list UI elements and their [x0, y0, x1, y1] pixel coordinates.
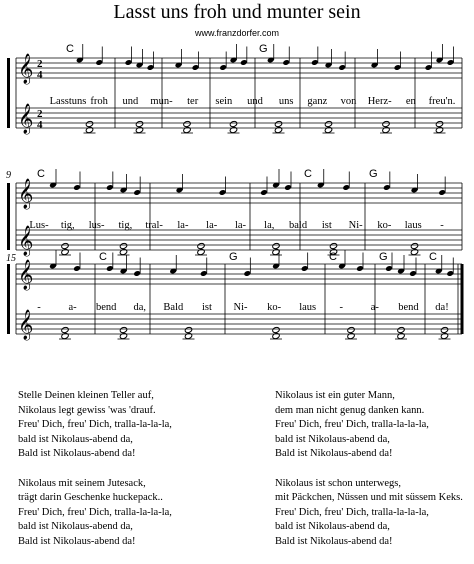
accompaniment-note: [274, 126, 282, 133]
accompaniment-note: [197, 248, 205, 255]
lyric-syllable: lus-: [88, 220, 105, 231]
accompaniment-note: [347, 326, 355, 333]
system-brace: [7, 183, 10, 250]
time-signature: 4: [37, 119, 43, 131]
accompaniment-note: [119, 332, 127, 339]
system-brace: [7, 264, 10, 334]
accompaniment-note: [347, 332, 355, 339]
chord-symbol: G: [379, 251, 388, 263]
verse-4: [275, 477, 463, 550]
lyric-syllable: laus: [404, 220, 422, 231]
lyric-syllable: ist: [321, 220, 332, 231]
accompaniment-note: [274, 120, 282, 127]
verse-line: Nikolaus mit seinem Jutesack,: [18, 477, 146, 489]
accompaniment-note: [197, 242, 205, 249]
verse-line: Nikolaus ist ein guter Mann,: [275, 390, 395, 401]
accompaniment-note: [229, 120, 237, 127]
lyric-syllable: Bald: [163, 302, 184, 313]
lyric-syllable: -: [440, 220, 444, 231]
lyric-syllable: ganz: [307, 96, 328, 107]
time-signature: 2: [37, 108, 43, 120]
accompaniment-note: [135, 126, 143, 133]
lyric-syllable: la,: [264, 220, 275, 231]
chord-symbol: C: [99, 251, 107, 263]
lyric-syllable: la-: [234, 220, 247, 231]
time-signature: 4: [37, 69, 43, 81]
lyric-syllable: Lus-: [29, 220, 49, 231]
chord-symbol: G: [259, 43, 268, 55]
accompaniment-note: [272, 242, 280, 249]
measure-number: 15: [6, 253, 16, 264]
treble-clef: 𝄞: [18, 310, 34, 340]
verse-line: Freu' Dich, freu' Dich, tralla-la-la-la,: [18, 419, 172, 431]
lyric-syllable: la-: [206, 220, 218, 231]
website-url[interactable]: www.franzdorfer.com: [194, 28, 280, 38]
accompaniment-note: [397, 326, 405, 333]
lyric-syllable: tig,: [118, 220, 133, 231]
accompaniment-note: [329, 242, 337, 249]
chord-symbol: C: [37, 168, 45, 180]
lyric-syllable: von: [340, 96, 357, 107]
accompaniment-note: [410, 242, 418, 249]
verse-line: Freu' Dich, freu' Dich, tralla-la-la-la,: [275, 506, 429, 518]
verse-line: bald ist Nikolaus-abend da,: [18, 521, 133, 533]
accompaniment-note: [272, 326, 280, 333]
lyric-syllable: ko-: [377, 220, 392, 231]
accompaniment-note: [183, 126, 191, 133]
verse-line: dem man nicht genug danken kann.: [275, 404, 425, 416]
verse-line: bald ist Nikolaus-abend da,: [275, 521, 390, 533]
accompaniment-note: [382, 120, 390, 127]
accompaniment-note: [183, 120, 191, 127]
lyric-syllable: da!: [435, 302, 449, 313]
verse-line: Nikolaus legt gewiss 'was 'drauf.: [18, 404, 156, 416]
chord-symbol: G: [229, 251, 238, 263]
verse-line: Freu' Dich, freu' Dich, tralla-la-la-la,: [275, 419, 429, 431]
lyric-syllable: tig,: [60, 220, 75, 231]
lyric-syllable: Ni-: [233, 302, 248, 313]
lyric-syllable: -: [37, 302, 41, 313]
accompaniment-note: [184, 332, 192, 339]
lyric-syllable: da,: [133, 302, 147, 313]
treble-clef: 𝄞: [18, 54, 34, 84]
treble-clef: 𝄞: [18, 226, 34, 256]
accompaniment-note: [435, 120, 443, 127]
accompaniment-note: [440, 332, 448, 339]
accompaniment-note: [61, 242, 69, 249]
lyric-syllable: en: [405, 96, 416, 107]
verses-right-column: [275, 389, 463, 564]
accompaniment-note: [324, 120, 332, 127]
chord-symbol: C: [329, 251, 337, 263]
accompaniment-note: [410, 248, 418, 255]
lyric-syllable: -: [339, 302, 343, 313]
accompaniment-note: [440, 326, 448, 333]
verse-line: Bald ist Nikolaus-abend da!: [18, 448, 136, 460]
lyric-syllable: a-: [370, 302, 379, 313]
lyric-syllable: Lasstuns: [49, 96, 87, 107]
verse-line: Bald ist Nikolaus-abend da!: [18, 535, 136, 547]
lyric-syllable: bald: [289, 220, 308, 231]
song-title: Lasst uns froh und munter sein: [113, 1, 361, 23]
time-signature: 2: [37, 58, 43, 70]
treble-clef: 𝄞: [18, 179, 34, 209]
accompaniment-note: [135, 120, 143, 127]
treble-clef: 𝄞: [18, 104, 34, 134]
verse-line: Bald ist Nikolaus-abend da!: [275, 535, 393, 547]
accompaniment-note: [61, 326, 69, 333]
lyric-syllable: Ni-: [348, 220, 363, 231]
lyric-syllable: sein: [215, 96, 233, 107]
accompaniment-note: [61, 248, 69, 255]
lyric-syllable: ko-: [267, 302, 282, 313]
lyric-syllable: bend: [95, 302, 117, 313]
verse-line: Stelle Deinen kleinen Teller auf,: [18, 390, 154, 401]
lyric-syllable: ter: [187, 96, 199, 107]
chord-symbol: G: [369, 168, 378, 180]
lyric-syllable: freu'n.: [428, 96, 456, 107]
accompaniment-note: [382, 126, 390, 133]
lyric-syllable: froh: [90, 96, 108, 107]
accompaniment-note: [119, 248, 127, 255]
lyric-syllable: la-: [177, 220, 189, 231]
lyric-syllable: und: [122, 96, 139, 107]
verse-line: Nikolaus ist schon unterwegs,: [275, 477, 401, 489]
chord-symbol: C: [429, 251, 437, 263]
verse-2: [275, 389, 463, 462]
lyric-syllable: und: [247, 96, 263, 107]
chord-symbol: C: [66, 43, 74, 55]
lyric-syllable: tral-: [145, 220, 163, 231]
accompaniment-note: [397, 332, 405, 339]
verse-line: bald ist Nikolaus-abend da,: [275, 433, 390, 445]
lyric-syllable: laus: [299, 302, 317, 313]
chord-symbol: C: [304, 168, 312, 180]
system-brace: [7, 58, 10, 128]
verses-left-column: [18, 389, 172, 564]
accompaniment-note: [61, 332, 69, 339]
accompaniment-note: [272, 332, 280, 339]
accompaniment-note: [85, 126, 93, 133]
lyric-syllable: bend: [398, 302, 419, 313]
verse-line: mit Päckchen, Nüssen und mit süssem Keks.: [275, 492, 463, 504]
verse-1: [18, 389, 172, 462]
lyric-syllable: uns: [278, 96, 294, 107]
verse-line: Freu' Dich, freu' Dich, tralla-la-la-la,: [18, 506, 172, 518]
verse-line: trägt darin Geschenke huckepack..: [18, 492, 163, 504]
measure-number: 9: [6, 170, 11, 181]
lyric-syllable: a-: [68, 302, 77, 313]
accompaniment-note: [324, 126, 332, 133]
accompaniment-note: [229, 126, 237, 133]
lyric-syllable: ist: [201, 302, 212, 313]
lyric-syllable: Herz-: [367, 96, 392, 107]
lyric-syllable: mun-: [150, 96, 173, 107]
accompaniment-note: [119, 242, 127, 249]
accompaniment-note: [85, 120, 93, 127]
verse-3: [18, 477, 172, 550]
accompaniment-note: [184, 326, 192, 333]
verse-line: Bald ist Nikolaus-abend da!: [275, 448, 393, 460]
verse-line: bald ist Nikolaus-abend da,: [18, 433, 133, 445]
accompaniment-note: [119, 326, 127, 333]
treble-clef: 𝄞: [18, 260, 34, 290]
accompaniment-note: [435, 126, 443, 133]
